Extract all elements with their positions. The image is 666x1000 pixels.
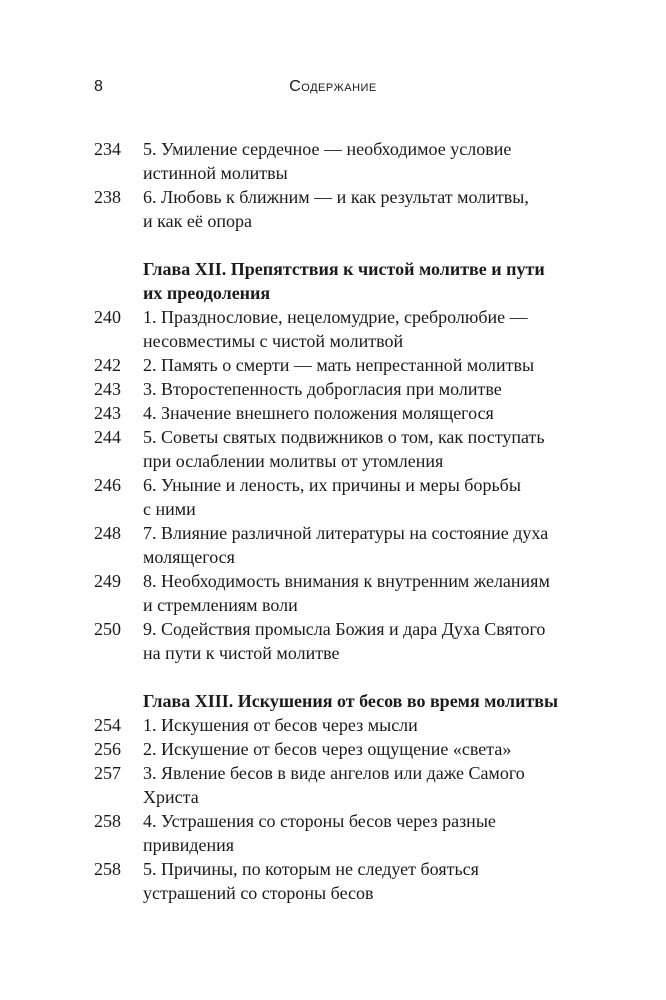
- chapter-heading: [143, 257, 583, 305]
- toc-page-number: 258: [94, 859, 121, 879]
- toc-entry-line: на пути к чистой молитве: [143, 643, 340, 663]
- toc-entry-line: Христа: [143, 787, 199, 807]
- toc-entry-line: при ослаблении молитвы от утомления: [143, 451, 444, 471]
- toc-entry: [0, 713, 666, 737]
- toc-entry: [0, 521, 666, 569]
- table-of-contents: [0, 137, 666, 905]
- toc-entry-line: 3. Второстепенность доброгласия при молитве: [143, 379, 502, 399]
- chapter-heading-line: их преодоления: [143, 283, 271, 303]
- toc-entry-line: молящегося: [143, 547, 235, 567]
- toc-page-number: 234: [94, 139, 121, 159]
- toc-entry-line: привидения: [143, 835, 235, 855]
- chapter-heading-line: Глава XIII. Искушения от бесов во время молитвы: [143, 691, 559, 711]
- toc-entry-line: 2. Память о смерти — мать непрестанной молитвы: [143, 355, 535, 375]
- toc-entry: [0, 305, 666, 353]
- toc-entry: [0, 137, 666, 185]
- toc-entry: [0, 737, 666, 761]
- toc-entry-line: 5. Причины, по которым не следует бояться: [143, 859, 479, 879]
- section-spacer: [0, 665, 666, 689]
- toc-entry-title: [143, 617, 573, 665]
- toc-entry-line: 2. Искушение от бесов через ощущение «света»: [143, 739, 512, 759]
- toc-entry-title: [143, 569, 573, 617]
- toc-entry-line: 5. Умиление сердечное — необходимое условие: [143, 139, 512, 159]
- toc-page-number: 243: [94, 403, 121, 423]
- toc-entry: [0, 809, 666, 857]
- toc-entry-title: [143, 737, 573, 761]
- page-header: [0, 78, 666, 102]
- toc-page-number: 258: [94, 811, 121, 831]
- toc-entry: [0, 569, 666, 617]
- toc-page-number: 250: [94, 619, 121, 639]
- toc-page-number: 240: [94, 307, 121, 327]
- toc-entry: [0, 761, 666, 809]
- chapter-heading: [143, 689, 583, 713]
- toc-entry-title: [143, 137, 573, 185]
- toc-page-number: 243: [94, 379, 121, 399]
- toc-entry-line: 4. Значение внешнего положения молящегося: [143, 403, 494, 423]
- toc-entry-title: [143, 401, 573, 425]
- toc-page-number: 246: [94, 475, 121, 495]
- toc-page-number: 244: [94, 427, 121, 447]
- toc-page-number: 242: [94, 355, 121, 375]
- toc-page-number: 257: [94, 763, 121, 783]
- toc-entry-line: 7. Влияние различной литературы на состояние духа: [143, 523, 549, 543]
- toc-entry-line: 1. Празднословие, нецеломудрие, сребролюбие —: [143, 307, 528, 327]
- toc-entry-line: несовместимы с чистой молитвой: [143, 331, 404, 351]
- toc-entry: [0, 377, 666, 401]
- toc-entry-line: 6. Любовь к ближним — и как результат молитвы,: [143, 187, 529, 207]
- toc-entry-title: [143, 185, 573, 233]
- toc-entry: [0, 617, 666, 665]
- toc-entry-line: с ними: [143, 499, 196, 519]
- toc-entry: [0, 857, 666, 905]
- toc-entry: [0, 353, 666, 377]
- running-title: Содержание: [289, 78, 377, 95]
- toc-page-number: 238: [94, 187, 121, 207]
- toc-page-number: 254: [94, 715, 121, 735]
- toc-page-number: 248: [94, 523, 121, 543]
- toc-entry: [0, 185, 666, 233]
- toc-entry: [0, 425, 666, 473]
- section-spacer: [0, 233, 666, 257]
- toc-entry-line: 6. Уныние и леность, их причины и меры борьбы: [143, 475, 521, 495]
- toc-entry-title: [143, 809, 573, 857]
- toc-entry-title: [143, 353, 573, 377]
- toc-entry-line: и как её опора: [143, 211, 252, 231]
- toc-page-number: 256: [94, 739, 121, 759]
- toc-entry-title: [143, 713, 573, 737]
- toc-entry-title: [143, 377, 573, 401]
- toc-entry-line: 5. Советы святых подвижников о том, как поступать: [143, 427, 545, 447]
- chapter-heading-line: Глава XII. Препятствия к чистой молитве и пути: [143, 259, 545, 279]
- toc-entry-title: [143, 425, 573, 473]
- toc-entry: [0, 401, 666, 425]
- toc-entry: [0, 473, 666, 521]
- toc-entry-line: 4. Устрашения со стороны бесов через разные: [143, 811, 496, 831]
- toc-entry-title: [143, 857, 573, 905]
- toc-entry-line: 8. Необходимость внимания к внутренним желаниям: [143, 571, 550, 591]
- toc-entry-title: [143, 521, 573, 569]
- toc-entry-line: истинной молитвы: [143, 163, 288, 183]
- toc-entry-title: [143, 761, 573, 809]
- toc-page-number: 249: [94, 571, 121, 591]
- toc-entry-line: 9. Содействия промысла Божия и дара Духа Святого: [143, 619, 546, 639]
- toc-entry-line: устрашений со стороны бесов: [143, 883, 374, 903]
- page-number: 8: [94, 78, 103, 95]
- toc-entry-title: [143, 473, 573, 521]
- toc-entry-line: 3. Явление бесов в виде ангелов или даже Самого: [143, 763, 525, 783]
- toc-entry-line: 1. Искушения от бесов через мысли: [143, 715, 418, 735]
- toc-entry-title: [143, 305, 573, 353]
- toc-entry-line: и стремлениям воли: [143, 595, 298, 615]
